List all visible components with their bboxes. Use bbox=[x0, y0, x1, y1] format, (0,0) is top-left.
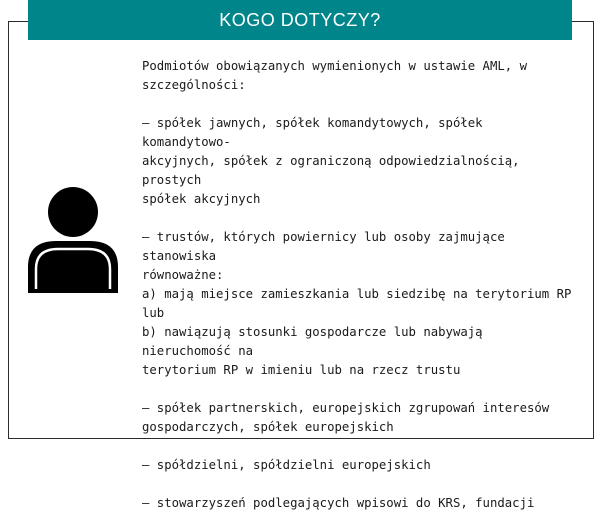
text-line: gospodarczych, spółek europejskich bbox=[142, 420, 394, 434]
header-bar bbox=[28, 0, 572, 40]
intro-paragraph bbox=[142, 57, 572, 95]
text-line: szczególności: bbox=[142, 78, 246, 92]
text-line: – stowarzyszeń podlegających wpisowi do KRS, fundacji bbox=[142, 496, 535, 510]
text-line: Podmiotów obowiązanych wymienionych w ustawie AML, w bbox=[142, 59, 527, 73]
list-item bbox=[142, 399, 572, 437]
text-line: – spółek jawnych, spółek komandytowych, spółek komandytowo- bbox=[142, 116, 483, 149]
content-text bbox=[142, 57, 572, 513]
text-line: równoważne: bbox=[142, 268, 224, 282]
page-title: KOGO DOTYCZY? bbox=[219, 9, 381, 30]
person-icon bbox=[26, 185, 120, 295]
text-line: a) mają miejsce zamieszkania lub siedzibę na terytorium RP lub bbox=[142, 287, 572, 320]
list-item bbox=[142, 494, 572, 513]
text-line: b) nawiązują stosunki gospodarcze lub nabywają nieruchomość na bbox=[142, 325, 483, 358]
text-line: – spółdzielni, spółdzielni europejskich bbox=[142, 458, 431, 472]
text-line: – spółek partnerskich, europejskich zgrupowań interesów bbox=[142, 401, 550, 415]
text-line: spółek akcyjnych bbox=[142, 192, 261, 206]
list-item bbox=[142, 456, 572, 475]
text-line: akcyjnych, spółek z ograniczoną odpowiedzialnością, prostych bbox=[142, 154, 520, 187]
list-item bbox=[142, 114, 572, 209]
person-head bbox=[48, 187, 98, 237]
list-item bbox=[142, 228, 572, 380]
text-line: terytorium RP w imieniu lub na rzecz trustu bbox=[142, 363, 461, 377]
text-line: – trustów, których powiernicy lub osoby zajmujące stanowiska bbox=[142, 230, 505, 263]
